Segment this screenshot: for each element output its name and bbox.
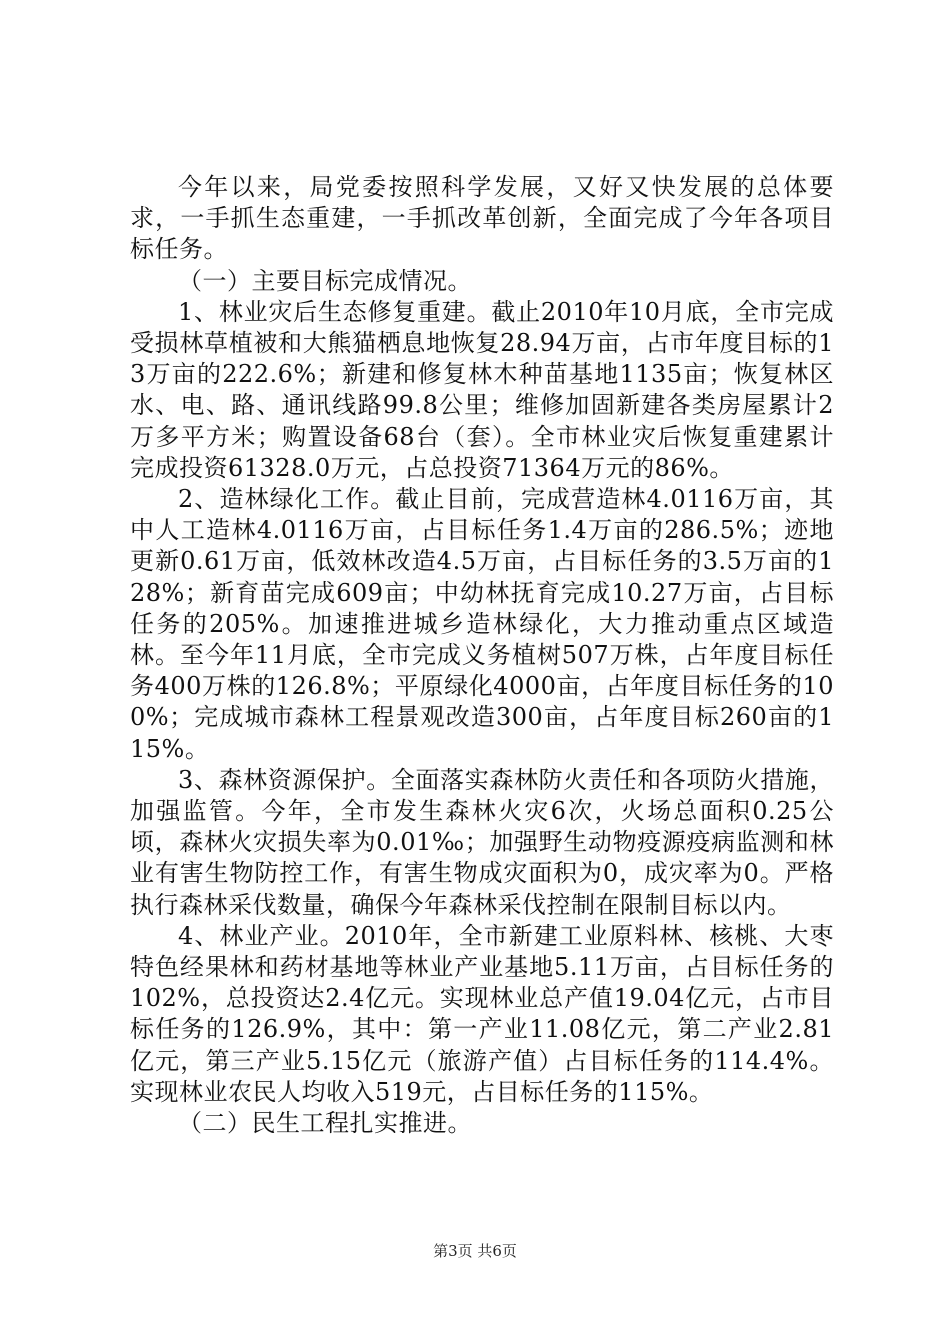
document-body (130, 172, 834, 1139)
paragraph-reconstruction: 1、林业灾后生态修复重建。截止2010年10月底，全市完成受损林草植被和大熊猫栖息地恢复28.94万亩，占市年度目标的13万亩的222.6%；新建和修复林木种苗基地1135亩；恢复林区水、电、路、通讯线路99.8公里；维修加固新建各类房屋累计2万多平方米；购置设备68台（套）。全市林业灾后恢复重建累计完成投资61328.0万元，占总投资71364万元的86%。 (130, 297, 834, 482)
section-heading-livelihood: （二）民生工程扎实推进。 (178, 1109, 472, 1138)
section-heading-main-targets: （一）主要目标完成情况。 (178, 266, 472, 295)
paragraph-forest-protection: 3、森林资源保护。全面落实森林防火责任和各项防火措施，加强监管。今年，全市发生森林火灾6次，火场总面积0.25公顷，森林火灾损失率为0.01‰；加强野生动物疫源疫病监测和林业有害生物防控工作，有害生物成灾面积为0，成灾率为0。严格执行森林采伐数量，确保今年森林采伐控制在限制目标以内。 (130, 765, 834, 919)
paragraph-forestry-industry: 4、林业产业。2010年，全市新建工业原料林、核桃、大枣特色经果林和药材基地等林业产业基地5.11万亩，占目标任务的102%，总投资达2.4亿元。实现林业总产值19.04亿元，占市目标任务的126.9%，其中：第一产业11.08亿元，第二产业2.81亿元，第三产业5.15亿元（旅游产值）占目标任务的114.4%。实现林业农民人均收入519元，占目标任务的115%。 (130, 921, 834, 1106)
page-number-footer: 第3页 共6页 (433, 1242, 517, 1260)
paragraph-intro: 今年以来，局党委按照科学发展，又好又快发展的总体要求，一手抓生态重建，一手抓改革创新，全面完成了今年各项目标任务。 (130, 173, 834, 264)
paragraph-afforestation: 2、造林绿化工作。截止目前，完成营造林4.0116万亩，其中人工造林4.0116万亩，占目标任务1.4万亩的286.5%；迹地更新0.61万亩，低效林改造4.5万亩，占目标任务的3.5万亩的128%；新育苗完成609亩；中幼林抚育完成10.27万亩，占目标任务的205%。加速推进城乡造林绿化，大力推动重点区域造林。至今年11月底，全市完成义务植树507万株，占年度目标任务400万株的126.8%；平原绿化4000亩，占年度目标任务的100%；完成城市森林工程景观改造300亩，占年度目标260亩的115%。 (130, 485, 834, 763)
